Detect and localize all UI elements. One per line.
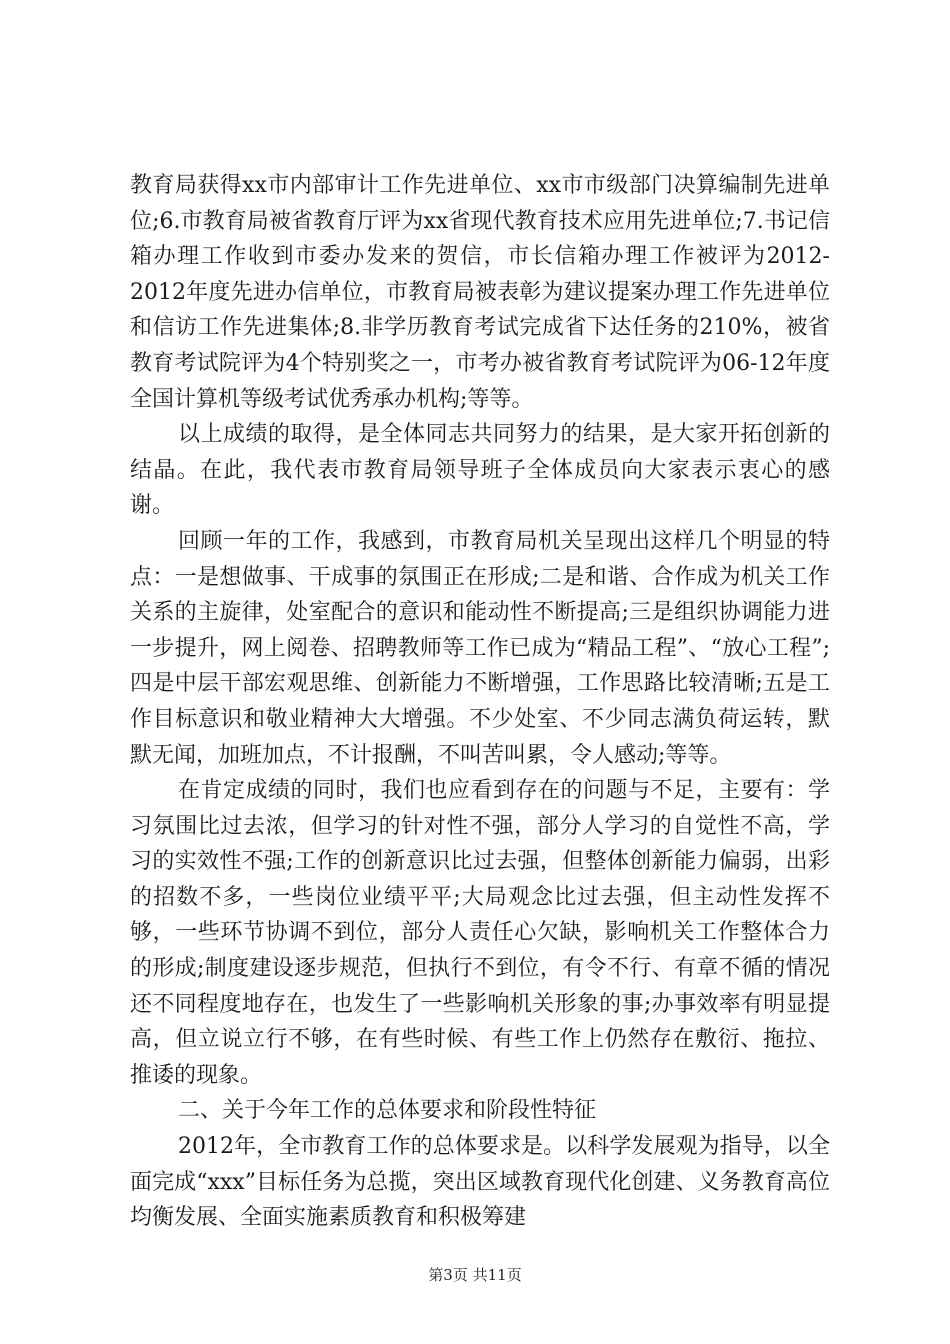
page-number-footer: 第3页 共11页 [428, 1266, 522, 1284]
paragraph-review: 回顾一年的工作，我感到，市教育局机关呈现出这样几个明显的特点：一是想做事、干成事的氛围正在形成;二是和谐、合作成为机关工作关系的主旋律，处室配合的意识和能动性不断提高;三是组织协调能力进一步提升，网上阅卷、招聘教师等工作已成为“精品工程”、“放心工程”;四是中层干部宏观思维、创新能力不断增强，工作思路比较清晰;五是工作目标意识和敬业精神大大增强。不少处室、不少同志满负荷运转，默默无闻，加班加点，不计报酬，不叫苦叫累，令人感动;等等。 [130, 528, 830, 768]
document-body [130, 168, 830, 1236]
paragraph-continued: 教育局获得xx市内部审计工作先进单位、xx市市级部门决算编制先进单位;6.市教育局被省教育厅评为xx省现代教育技术应用先进单位;7.书记信箱办理工作收到市委办发来的贺信，市长信箱办理工作被评为2012-2012年度先进办信单位，市教育局被表彰为建议提案办理工作先进单位和信访工作先进集体;8.非学历教育考试完成省下达任务的210%，被省教育考试院评为4个特别奖之一，市考办被省教育考试院评为06-12年度全国计算机等级考试优秀承办机构;等等。 [130, 173, 830, 412]
section-heading: 二、关于今年工作的总体要求和阶段性特征 [178, 1098, 597, 1124]
paragraph-thanks: 以上成绩的取得，是全体同志共同努力的结果，是大家开拓创新的结晶。在此，我代表市教育局领导班子全体成员向大家表示衷心的感谢。 [130, 422, 830, 519]
paragraph-requirements: 2012年，全市教育工作的总体要求是。以科学发展观为指导，以全面完成“xxx”目标任务为总揽，突出区域教育现代化创建、义务教育高位均衡发展、全面实施素质教育和积极筹建 [130, 1134, 830, 1231]
paragraph-problems: 在肯定成绩的同时，我们也应看到存在的问题与不足，主要有：学习氛围比过去浓，但学习的针对性不强，部分人学习的自觉性不高，学习的实效性不强;工作的创新意识比过去强，但整体创新能力偏弱，出彩的招数不多，一些岗位业绩平平;大局观念比过去强，但主动性发挥不够，一些环节协调不到位，部分人责任心欠缺，影响机关工作整体合力的形成;制度建设逐步规范，但执行不到位，有令不行、有章不循的情况还不同程度地存在，也发生了一些影响机关形象的事;办事效率有明显提高，但立说立行不够，在有些时候、有些工作上仍然存在敷衍、拖拉、推诿的现象。 [130, 778, 830, 1088]
